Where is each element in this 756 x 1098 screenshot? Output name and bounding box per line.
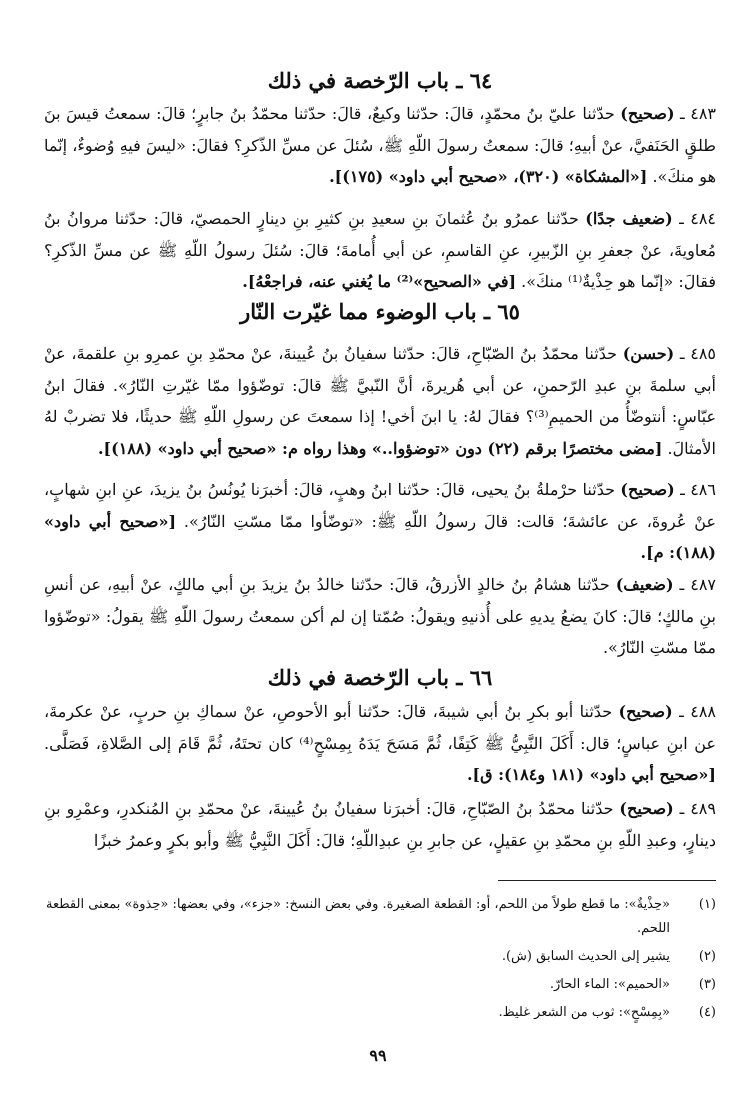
footnote-text: «الحميم»: الماء الحارّ. <box>549 977 670 992</box>
hadith-reference: [«المشكاة» (٣٢٠)، «صحيح أبي داود» (١٧٥)]. <box>329 167 648 186</box>
hadith-grade: (ضعيف) <box>615 575 674 594</box>
footnote-text: «حِذْيةٌ»: ما قطع طولاً من اللحم، أو: القطعة الصغيرة. وفي بعض النسخ: «جزء»، وفي بعضها: «حِذوة» بمعنى القطعة اللحم. <box>46 897 670 936</box>
footnote-divider <box>498 880 716 881</box>
section-heading: ٦٤ ـ باب الرّخصة في ذلك <box>267 68 493 93</box>
footnote-number: (٤) <box>698 1005 716 1020</box>
footnote <box>44 973 716 997</box>
hadith-484 <box>44 203 716 298</box>
hadith-number: ٤٨٨ ـ <box>679 702 716 721</box>
hadith-grade: (حسن) <box>622 344 675 363</box>
hadith-488 <box>44 696 716 791</box>
hadith-text: حدّثنا محمّدُ بنُ الصّبّاحِ، قالَ: حدّثنا سفيانُ بنُ عُيينةَ، عنْ محمّدِ بنِ عمرِو بنِ علقمةَ، عنْ أبي سلمةَ بنِ عبدِ الرّحمنِ، عن أبي هُريرةَ، أنَّ النّبيَّ ﷺ قالَ: توضّؤوا ممّا غيّرتِ النّارُ». فقالَ ابنُ عبّاسٍ: أنتوضّأُ من الحميمِ⁽³⁾؟ فقالَ لهُ: يا ابنَ أخي! إذا سمعتَ عن رسولِ اللّهِ ﷺ حديثًا، فلا تضربْ لهُ الأمثالَ. <box>44 344 717 458</box>
section-heading: ٦٦ ـ باب الرّخصة في ذلك <box>267 665 493 690</box>
hadith-grade: (صحيح) <box>620 104 675 123</box>
hadith-grade: (صحيح) <box>619 799 674 818</box>
footnote <box>44 1001 716 1025</box>
section-heading: ٦٥ ـ باب الوضوء مما غيّرت النّار <box>240 299 520 324</box>
hadith-reference: [في «الصحيح»⁽²⁾ ما يُغني عنه، فراجعْهُ]. <box>242 272 517 291</box>
hadith-reference: [مضى مختصرًا برقم (٢٢) دون «توضؤوا..» وهذا رواه م: «صحيح أبي داود» (١٨٨)]. <box>97 438 663 458</box>
footnote-number: (٢) <box>698 949 716 964</box>
hadith-reference: [«صحيح أبي داود» (١٨٨): م]. <box>44 511 716 562</box>
footnote <box>44 945 716 969</box>
hadith-text: حدّثنا عليّ بنُ محمّدٍ، قالَ: حدّثنا وكيعٌ، قالَ: حدّثنا محمّدُ بنُ جابرٍ؛ قالَ: سمعتُ قيسَ بنَ طلقٍ الحَنَفيَّ، عنْ أبيهِ؛ قالَ: سمعتُ رسولَ اللّهِ ﷺ، سُئلَ عن مسِّ الذّكرِ؟ فقالَ: «ليسَ فيهِ وُضوءٌ، إنّما هو منكَ». <box>44 104 716 186</box>
hadith-text: حدّثنا أبو بكرِ بنُ أبي شيبةَ، قالَ: حدّثنا أبو الأحوصِ، عنْ سماكِ بنِ حربٍ، عنْ عكرمةَ، عن ابنِ عباسٍ؛ قال: أَكَلَ النَّبِيُّ ﷺ كَتِفًا، ثُمَّ مَسَحَ يَدَهُ بِمِسْحٍ⁽⁴⁾ كان تحتَهُ، ثُمَّ قَامَ إلى الصَّلاةِ، فَصَلَّى. <box>44 702 716 753</box>
hadith-485 <box>44 338 716 464</box>
hadith-grade: (ضعيف جدًا) <box>585 209 673 228</box>
footnote-number: (٣) <box>698 977 716 992</box>
hadith-number: ٤٨٩ ـ <box>679 799 716 818</box>
hadith-text: حدّثنا محمّدُ بنُ الصّبّاحِ، قالَ: أخبرَنا سفيانُ بنُ عُيينةَ، عنْ محمّدِ بنِ المُنكدرِ، وعمْرِو بنِ دينارٍ، وعبدِ اللّهِ بنِ محمّدِ بنِ عقيلٍ، عن جابرِ بنِ عبدِاللّهِ؛ قالَ: أَكَلَ النَّبِيُّ ﷺ وأبو بكرٍ وعمرُ خبزًا <box>44 799 716 850</box>
hadith-grade: (صحيح) <box>620 480 675 499</box>
hadith-486 <box>44 474 716 569</box>
hadith-text: حدّثنا حرْملةُ بنُ يحيى، قالَ: حدّثنا ابنُ وهبٍ، قالَ: أخبرَنا يُونُسُ بنُ يزيدَ، عنِ ابنِ شهابٍ، عنْ عُروةَ، عن عائشةَ؛ قالت: قالَ رسولُ اللّهِ ﷺ: «توضّأوا ممّا مسّتِ النّارُ». <box>44 480 717 531</box>
hadith-number: ٤٨٤ ـ <box>679 209 717 228</box>
hadith-number: ٤٨٧ ـ <box>679 575 716 594</box>
page-number: ٩٩ <box>369 1046 387 1065</box>
hadith-487 <box>44 569 716 664</box>
hadith-grade: (صحيح) <box>618 702 673 721</box>
hadith-text: حدّثنا هشامُ بنُ خالدٍ الأزرقُ، قالَ: حدّثنا خالدُ بنُ يزيدَ بنِ أبي مالكٍ، عنْ أبيهِ، عن أنسِ بنِ مالكٍ؛ قالَ: كانَ يضعُ يديهِ على أُذنيهِ ويقولُ: صُمّتا إن لم أكن سمعتُ رسولَ اللّهِ ﷺ يقولُ: «توضّؤوا ممّا مسّتِ النّارُ». <box>44 575 717 657</box>
footnote-number: (١) <box>698 897 716 912</box>
hadith-489 <box>44 793 716 856</box>
footnote-text: يشير إلى الحديث السابق (ش). <box>501 949 670 964</box>
hadith-number: ٤٨٣ ـ <box>680 104 717 123</box>
hadith-text: حدّثنا عمرُو بنُ عُثمانَ بنِ سعيدِ بنِ كثيرِ بنِ دينارٍ الحمصيّ، قالَ: حدّثنا مروانُ بنُ مُعاويةَ، عنْ جعفرِ بنِ الزّبيرِ، عنِ القاسمِ، عن أبي أُمامةَ؛ قالَ: سُئلَ رسولُ اللّهِ ﷺ عن مسِّ الذّكرِ؟ فقالَ: «إنّما هو حِذْيةٌ⁽¹⁾ منكَ». <box>44 209 716 291</box>
hadith-number: ٤٨٥ ـ <box>679 344 717 363</box>
footnote <box>44 893 716 941</box>
footnotes <box>44 893 716 1029</box>
hadith-483 <box>44 98 716 193</box>
hadith-reference: [«صحيح أبي داود» (١٨١ و١٨٤): ق]. <box>466 765 716 784</box>
hadith-number: ٤٨٦ ـ <box>680 480 716 499</box>
footnote-text: «بِمِسْحٍ»: ثوب من الشعر غليظ. <box>498 1005 670 1020</box>
